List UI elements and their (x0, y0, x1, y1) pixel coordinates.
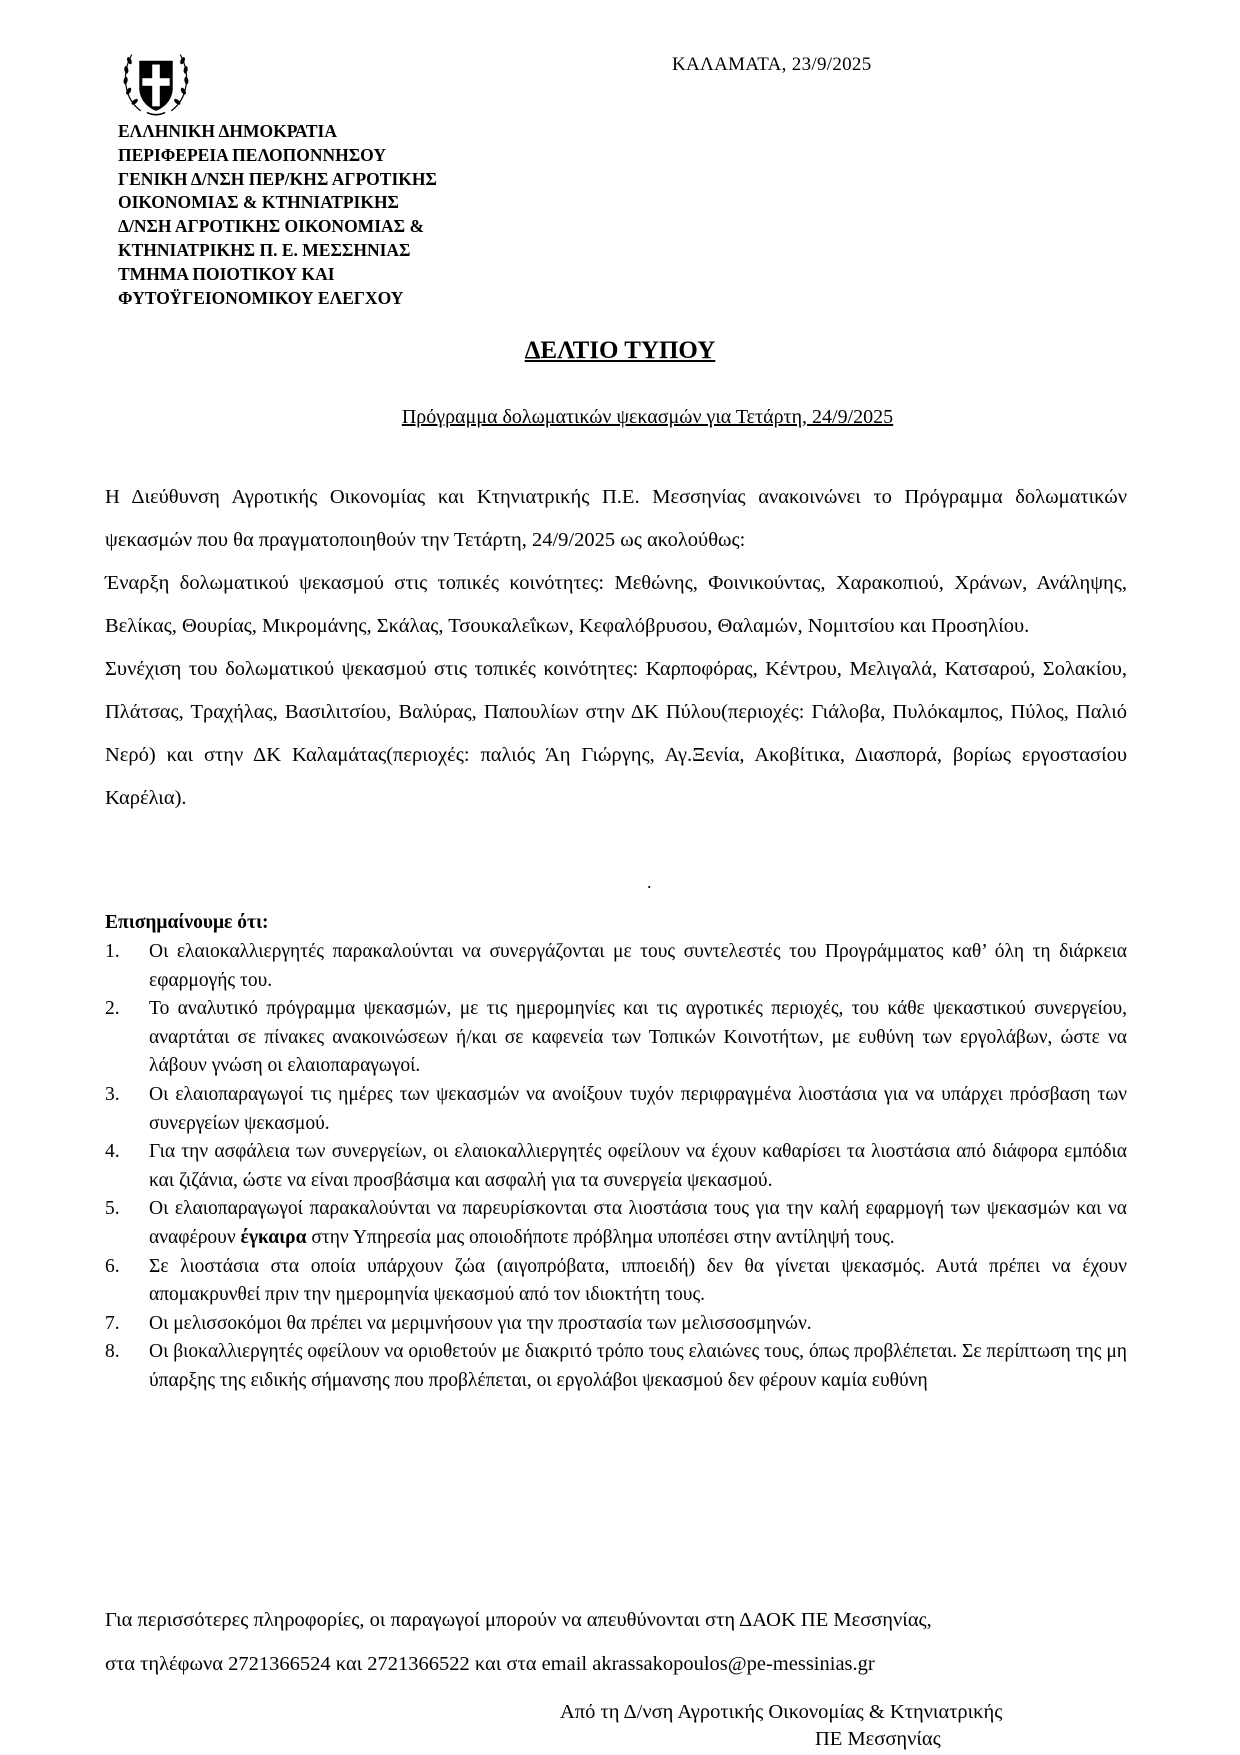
body-paragraph: Συνέχιση του δολωματικού ψεκασμού στις τοπικές κοινότητες: Καρποφόρας, Κέντρου, Μελιγαλά, Κατσαρού, Σολακίου, Πλάτσας, Τραχήλας, Βασιλιτσίου, Βαλύρας, Παπουλίων στην ΔΚ Πύλου(περιοχές: Γιάλοβα, Πυλόκαμπος, Πύλος, Παλιό Νερό) και στην ΔΚ Καλαμάτας(περιοχές: παλιός Άη Γιώργης, Αγ.Ξενία, Ακοβίτικα, Διασπορά, βορίως εργοστασίου Καρέλια). (105, 658, 1127, 809)
issuer-line: ΤΜΗΜΑ ΠΟΙΟΤΙΚΟΥ ΚΑΙ (118, 263, 335, 284)
separator-dot: . (647, 872, 652, 892)
item-text: Οι ελαιοπαραγωγοί παρακαλούνται να παρευρίσκονται στα λιοστάσια τους για την καλή εφαρμογή των ψεκασμών και να αναφέρουν (149, 1198, 1127, 1248)
page-title: ΔΕΛΤΙΟ ΤΥΠΟΥ (524, 337, 716, 364)
item-text: στην Υπηρεσία μας οποιοδήποτε πρόβλημα υποπέσει στην αντίληψή τους. (306, 1226, 895, 1248)
body-paragraph: Η Διεύθυνση Αγροτικής Οικονομίας και Κτηνιατρικής Π.Ε. Μεσσηνίας ανακοινώνει το Πρόγραμμα δολωματικών ψεκασμών που θα πραγματοποιηθούν την Τετάρτη, 24/9/2025 ως ακολούθως: (105, 486, 1127, 551)
document-date: ΚΑΛΑΜΑΤΑ, 23/9/2025 (672, 54, 872, 75)
item-number: 6. (105, 1255, 120, 1277)
item-text: Το αναλυτικό πρόγραμμα ψεκασμών, με τις ημερομηνίες και τις αγροτικές περιοχές, του κάθε ψεκαστικού συνεργείου, αναρτάται σε πίνακες ανακοινώσεων ή/και σε καφενεία των Τοπικών Κοινοτήτων, με ευθύνη των εργολάβων, ώστε να λάβουν γνώση οι ελαιοπαραγωγοί. (149, 998, 1127, 1077)
item-number: 8. (105, 1341, 120, 1363)
issuer-line: ΚΤΗΝΙΑΤΡΙΚΗΣ Π. Ε. ΜΕΣΣΗΝΙΑΣ (118, 239, 411, 260)
item-number: 3. (105, 1083, 120, 1105)
item-number: 4. (105, 1141, 120, 1163)
list-item (105, 1253, 1127, 1310)
item-text: Σε λιοστάσια στα οποία υπάρχουν ζώα (αιγοπρόβατα, ιπποειδή) δεν θα γίνεται ψεκασμός. Αυτά πρέπει να έχουν απομακρυνθεί πριν την ημερομηνία ψεκασμού από τον ιδιοκτήτη τους. (149, 1255, 1127, 1306)
list-item (105, 938, 1127, 995)
item-text: Οι μελισσοκόμοι θα πρέπει να μεριμνήσουν για την προστασία των μελισσοσμηνών. (149, 1312, 812, 1334)
greek-coat-of-arms-icon (118, 44, 194, 120)
notes-heading: Επισημαίνουμε ότι: (105, 912, 269, 933)
issuer-line: Δ/ΝΣΗ ΑΓΡΟΤΙΚΗΣ ΟΙΚΟΝΟΜΙΑΣ & (118, 216, 425, 237)
contact-info (105, 1598, 1135, 1686)
list-item (105, 1338, 1127, 1395)
item-number: 5. (105, 1198, 120, 1220)
issuer-line: ΓΕΝΙΚΗ Δ/ΝΣΗ ΠΕΡ/ΚΗΣ ΑΓΡΟΤΙΚΗΣ (118, 168, 437, 189)
item-emphasis: έγκαιρα (240, 1226, 307, 1248)
issuer-line: ΦΥΤΟΫΓΕΙΟΝΟΜΙΚΟΥ ΕΛΕΓΧΟΥ (118, 287, 404, 308)
item-text: Για την ασφάλεια των συνεργείων, οι ελαιοκαλλιεργητές οφείλουν να έχουν καθαρίσει τα λιοστάσια από διάφορα εμπόδια και ζιζάνια, ώστε να είναι προσβάσιμα και ασφαλή για τα συνεργεία ψεκασμού. (149, 1141, 1127, 1191)
item-text: Οι βιοκαλλιεργητές οφείλουν να οριοθετούν με διακριτό τρόπο τους ελαιώνες τους, όπως προβλέπεται. Σε περίπτωση της μη ύπαρξης της ειδικής σήμανσης που προβλέπεται, οι εργολάβοι ψεκασμού δεν φέρουν καμία ευθύνη (149, 1341, 1127, 1391)
notes-list (105, 938, 1127, 1396)
issuer-line: ΠΕΡΙΦΕΡΕΙΑ ΠΕΛΟΠΟΝΝΗΣΟΥ (118, 144, 386, 165)
list-item (105, 1081, 1127, 1138)
announcement-body (105, 476, 1127, 820)
subtitle-text: Πρόγραμμα δολωματικών ψεκασμών για Τετάρτη, 24/9/2025 (401, 406, 894, 428)
item-number: 7. (105, 1312, 120, 1334)
item-number: 1. (105, 941, 120, 962)
issuer-block (118, 120, 437, 310)
list-item (105, 1310, 1127, 1339)
item-text: Οι ελαιοκαλλιεργητές παρακαλούνται να συνεργάζονται με τους συντελεστές του Προγράμματος καθ’ όλη τη διάρκεια εφαρμογής του. (149, 941, 1127, 991)
issuer-line: ΟΙΚΟΝΟΜΙΑΣ & ΚΤΗΝΙΑΤΡΙΚΗΣ (118, 192, 399, 213)
contact-line: Για περισσότερες πληροφορίες, οι παραγωγοί μπορούν να απευθύνονται στη ΔΑΟΚ ΠΕ Μεσσηνίας, (105, 1609, 932, 1631)
issuer-line: ΕΛΛΗΝΙΚΗ ΔΗΜΟΚΡΑΤΙΑ (118, 121, 337, 141)
list-item (105, 995, 1127, 1081)
list-item (105, 1195, 1127, 1252)
signature-line: ΠΕ Μεσσηνίας (815, 1728, 941, 1750)
list-item (105, 1138, 1127, 1195)
signature-block (560, 1699, 1120, 1753)
body-paragraph: Έναρξη δολωματικού ψεκασμού στις τοπικές κοινότητες: Μεθώνης, Φοινικούντας, Χαρακοπιού, Χράνων, Ανάληψης, Βελίκας, Θουρίας, Μικρομάνης, Σκάλας, Τσουκαλεΐκων, Κεφαλόβρυσου, Θαλαμών, Νομιτσίου και Προσηλίου. (105, 572, 1127, 637)
item-text: Οι ελαιοπαραγωγοί τις ημέρες των ψεκασμών να ανοίξουν τυχόν περιφραγμένα λιοστάσια για να υπάρχει πρόσβαση των συνεργείων ψεκασμού. (149, 1083, 1127, 1134)
contact-line: στα τηλέφωνα 2721366524 και 2721366522 και στα email akrassakopoulos@pe-messinias.gr (105, 1653, 875, 1675)
item-number: 2. (105, 998, 120, 1020)
signature-line: Από τη Δ/νση Αγροτικής Οικονομίας & Κτηνιατρικής (560, 1701, 1003, 1723)
page-subtitle (0, 406, 1240, 429)
